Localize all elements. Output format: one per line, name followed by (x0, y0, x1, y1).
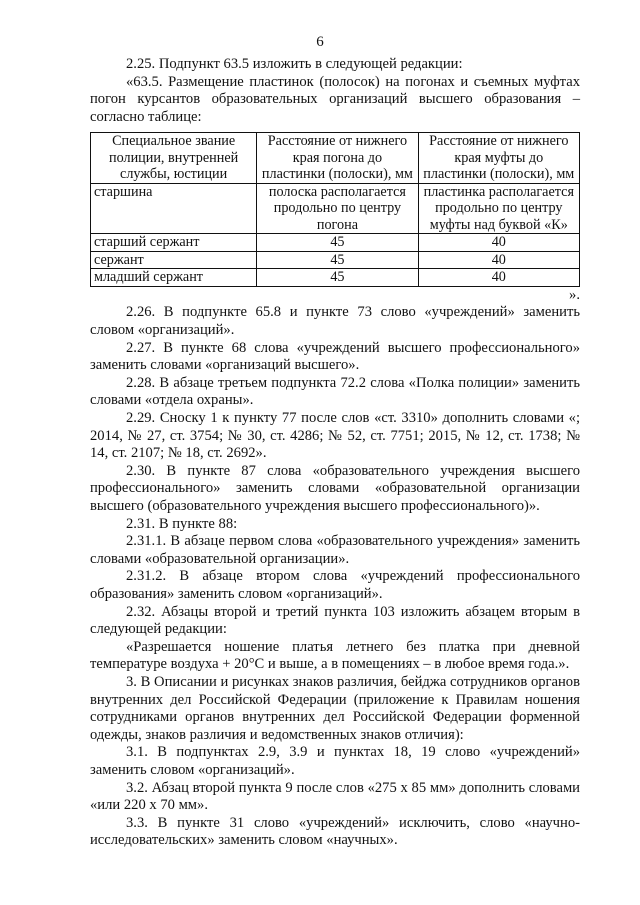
table-header-rank: Специальное звание полиции, внутренней службы, юстиции (91, 133, 257, 184)
table-cell-value: 45 (257, 234, 418, 252)
paragraph-2-28: 2.28. В абзаце третьем подпункта 72.2 слова «Полка полиции» заменить словами «отдела охраны». (90, 374, 580, 409)
table-row (91, 183, 580, 234)
table-row (91, 234, 580, 252)
table-cell-rank: старшина (91, 183, 257, 234)
paragraph-2-31-2: 2.31.2. В абзаце втором слова «учреждений профессионального образования» заменить словом «организаций». (90, 568, 580, 602)
paragraph-63-5: «63.5. Размещение пластинок (полосок) на погонах и съемных муфтах погон курсантов образовательных организаций высшего образования – согласно таблице: (90, 73, 580, 125)
table-header-shoulder-board: Расстояние от нижнего края погона до пластинки (полоски), мм (257, 133, 418, 184)
document-body (90, 56, 580, 850)
paragraph-2-31: 2.31. В пункте 88: (126, 515, 238, 532)
paragraph-3-2: 3.2. Абзац второй пункта 9 после слов «275 х 85 мм» дополнить словами «или 220 х 70 мм». (90, 779, 580, 814)
table-cell-value: 40 (418, 234, 579, 252)
insignia-placement-table (90, 132, 580, 287)
table-cell-value: 40 (418, 269, 579, 287)
table-cell-rank: сержант (91, 251, 257, 269)
table-cell-value: 45 (257, 269, 418, 287)
page-number: 6 (316, 34, 324, 50)
paragraph-2-32: 2.32. Абзацы второй и третий пункта 103 изложить абзацем вторым в следующей редакции: (90, 603, 580, 638)
table-row (91, 269, 580, 287)
table-cell-rank: младший сержант (91, 269, 257, 287)
paragraph-quote: «Разрешается ношение платья летнего без платка при дневной температуре воздуха + 20°С и выше, а в помещениях – в любое время года.». (90, 638, 580, 673)
paragraph-2-30: 2.30. В пункте 87 слова «образовательного учреждения высшего профессионального» заменить словами «образовательной организации высшего (образовательного учреждения высшего профессионального)». (90, 462, 580, 514)
paragraph-2-27: 2.27. В пункте 68 слова «учреждений высшего профессионального» заменить словами «организаций высшего». (90, 339, 580, 374)
paragraph-3: 3. В Описании и рисунках знаков различия, бейджа сотрудников органов внутренних дел Российской Федерации (приложение к Правилам ношения сотрудниками органов внутренних дел Российской Федерации форменной одежды, знаков различия и ведомственных знаков отличия): (90, 673, 580, 743)
paragraph-2-31-1: 2.31.1. В абзаце первом слова «образовательного учреждения» заменить словами «образовательной организации». (90, 533, 580, 567)
paragraph-3-1: 3.1. В подпунктах 2.9, 3.9 и пунктах 18, 19 слово «учреждений» заменить словом «организаций». (90, 744, 580, 778)
paragraph-2-29: 2.29. Сноску 1 к пункту 77 после слов «ст. 3310» дополнить словами «; 2014, № 27, ст. 3754; № 30, ст. 4286; № 52, ст. 7751; 2015, № 12, ст. 1738; № 14, ст. 2107; № 18, ст. 2692». (90, 410, 580, 462)
paragraph-3-3: 3.3. В пункте 31 слово «учреждений» исключить, слово «научно-исследовательских» заменить словом «научных». (90, 814, 580, 849)
table-cell-value: 45 (257, 251, 418, 269)
table-closing-quote: ». (569, 286, 580, 303)
table-header-sleeve: Расстояние от нижнего края муфты до пластинки (полоски), мм (418, 133, 579, 184)
table-row (91, 251, 580, 269)
table-cell-value: 40 (418, 251, 579, 269)
table-cell-value: пластинка располагается продольно по центру муфты над буквой «К» (418, 183, 579, 234)
table-cell-value: полоска располагается продольно по центру погона (257, 183, 418, 234)
table-cell-rank: старший сержант (91, 234, 257, 252)
paragraph-2-25: 2.25. Подпункт 63.5 изложить в следующей редакции: (126, 56, 463, 72)
table-header-row (91, 133, 580, 184)
paragraph-2-26: 2.26. В подпункте 65.8 и пункте 73 слово «учреждений» заменить словом «организаций». (90, 304, 580, 339)
